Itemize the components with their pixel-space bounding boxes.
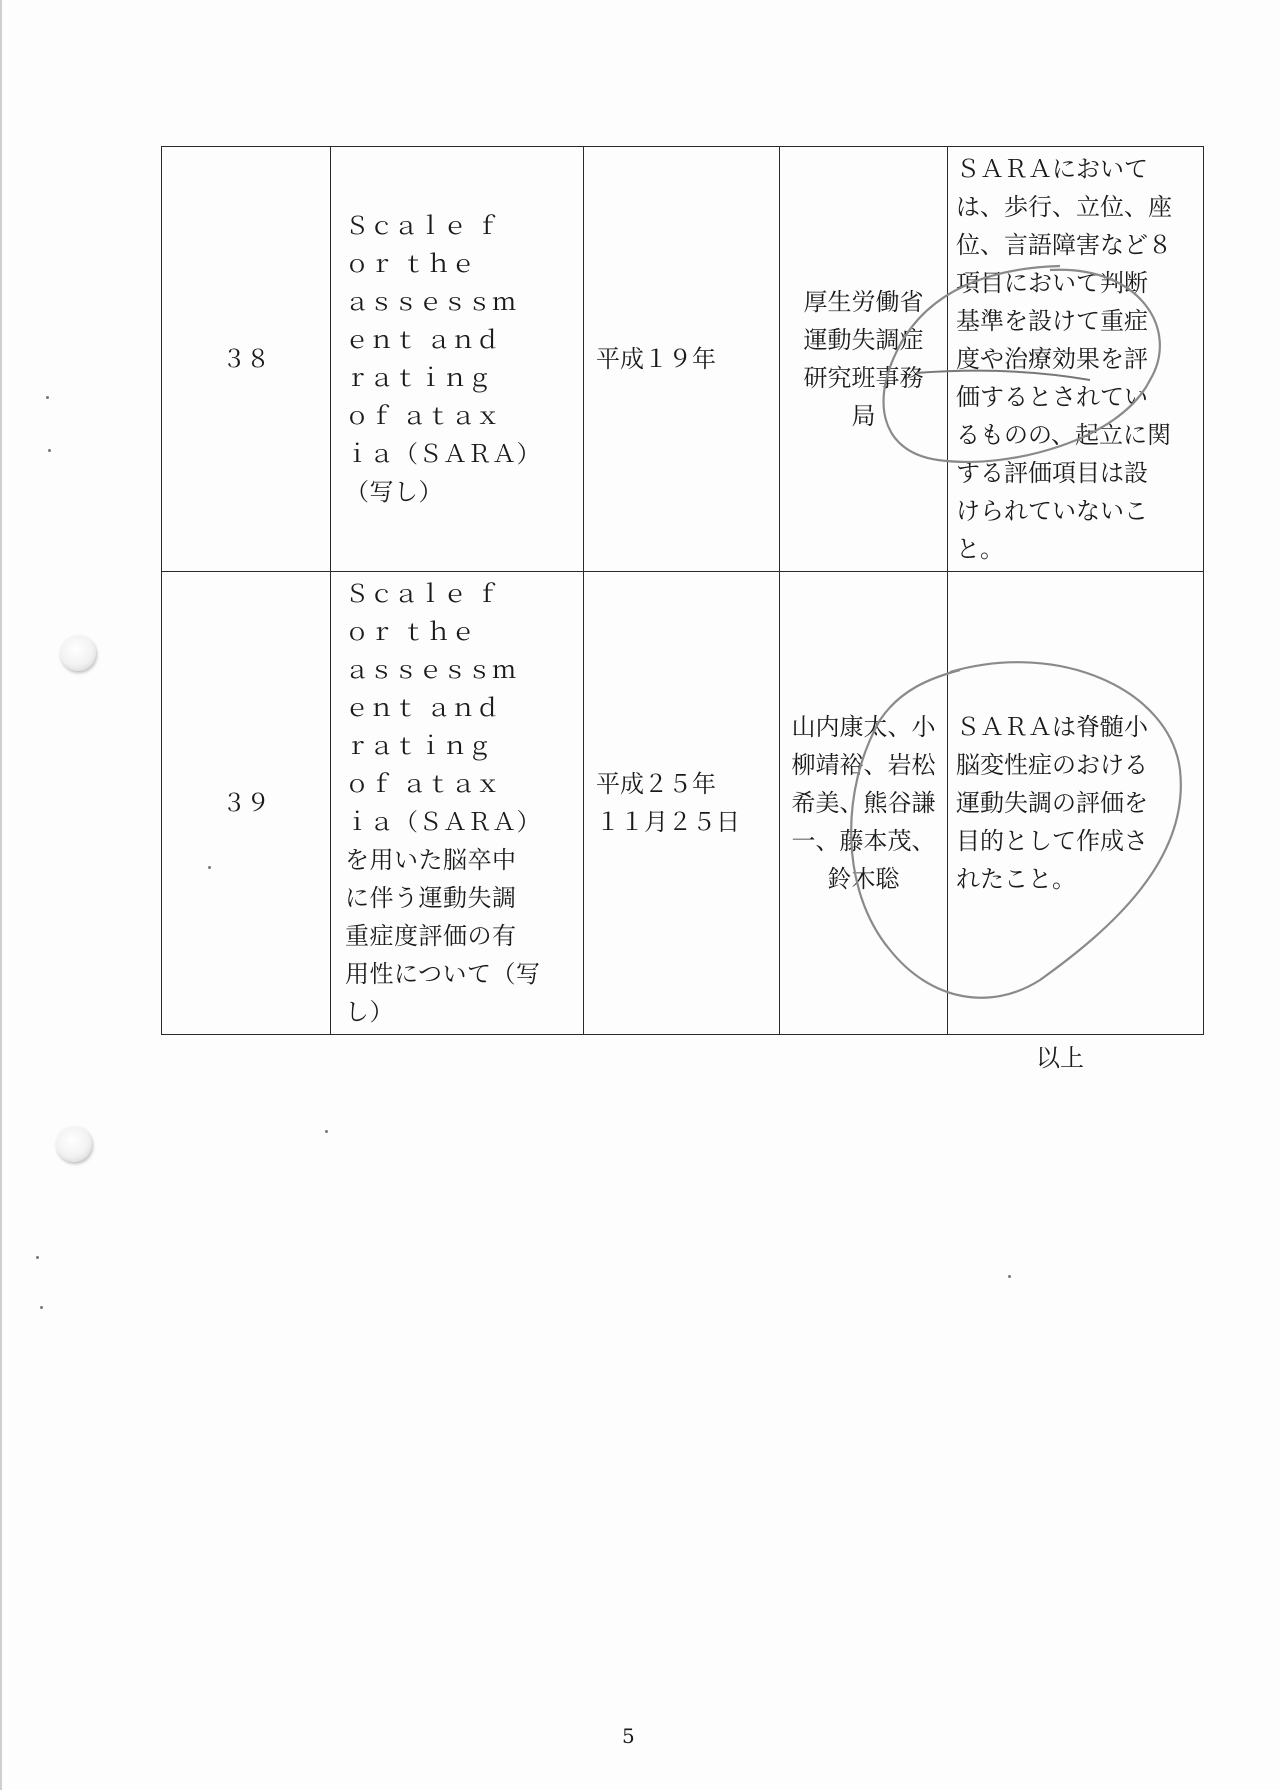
table-row	[162, 147, 1204, 572]
document-author-text: 山内康太、小 柳靖裕、岩松 希美、熊谷謙 一、藤本茂、 鈴木聡	[791, 713, 936, 893]
evidence-table	[161, 146, 1204, 1035]
scan-speck	[48, 449, 51, 452]
document-author	[780, 147, 948, 572]
document-date	[584, 572, 780, 1035]
scan-speck	[325, 1130, 328, 1133]
document-title	[331, 572, 584, 1035]
document-note	[948, 147, 1204, 572]
punch-hole	[56, 1126, 92, 1162]
document-author-text: 厚生労働省 運動失調症 研究班事務 局	[803, 288, 924, 430]
page-number: 5	[622, 1724, 635, 1748]
document-title	[331, 147, 584, 572]
table-row	[162, 572, 1204, 1035]
document-note-text: ＳＡＲＡにおいて は、歩行、立位、座 位、言語障害など８ 項目において判断 基準を設けて重症 度や治療効果を評 価するとされてい るものの、起立に関 する評価項目は設 けられていないこ と。	[956, 155, 1172, 563]
row-number: ３９	[162, 572, 331, 1035]
document-title-text: Ｓｃａｌｅ ｆ ｏｒ ｔｈｅ ａｓｓｅｓｓｍ ｅｎｔ ａｎｄ ｒａｔｉｎｇ ｏｆ ａｔａｘ ｉａ（ＳＡＲＡ） （写し）	[345, 212, 541, 506]
scan-speck	[36, 1256, 39, 1259]
document-note	[948, 572, 1204, 1035]
scan-speck	[46, 396, 49, 399]
punch-hole	[60, 635, 96, 671]
scan-speck	[1008, 1275, 1011, 1278]
scan-speck	[40, 1306, 43, 1309]
scan-speck	[208, 866, 211, 869]
row-number: ３８	[162, 147, 331, 572]
document-date-text: 平成２５年 １１月２５日	[596, 770, 740, 836]
document-author	[780, 572, 948, 1035]
document-date-text: 平成１９年	[596, 345, 716, 373]
closing-mark: 以上	[1036, 1044, 1084, 1072]
document-title-text: Ｓｃａｌｅ ｆ ｏｒ ｔｈｅ ａｓｓｅｓｓｍ ｅｎｔ ａｎｄ ｒａｔｉｎｇ ｏｆ ａｔａｘ ｉａ（ＳＡＲＡ） を用いた脳卒中 に伴う運動失調 重症度評価の有 用性について（写 し）	[345, 580, 541, 1026]
document-date	[584, 147, 780, 572]
document-note-text: ＳＡＲＡは脊髄小 脳変性症のおける 運動失調の評価を 目的として作成さ れたこと。	[956, 713, 1148, 893]
page-edge	[0, 0, 2, 1790]
